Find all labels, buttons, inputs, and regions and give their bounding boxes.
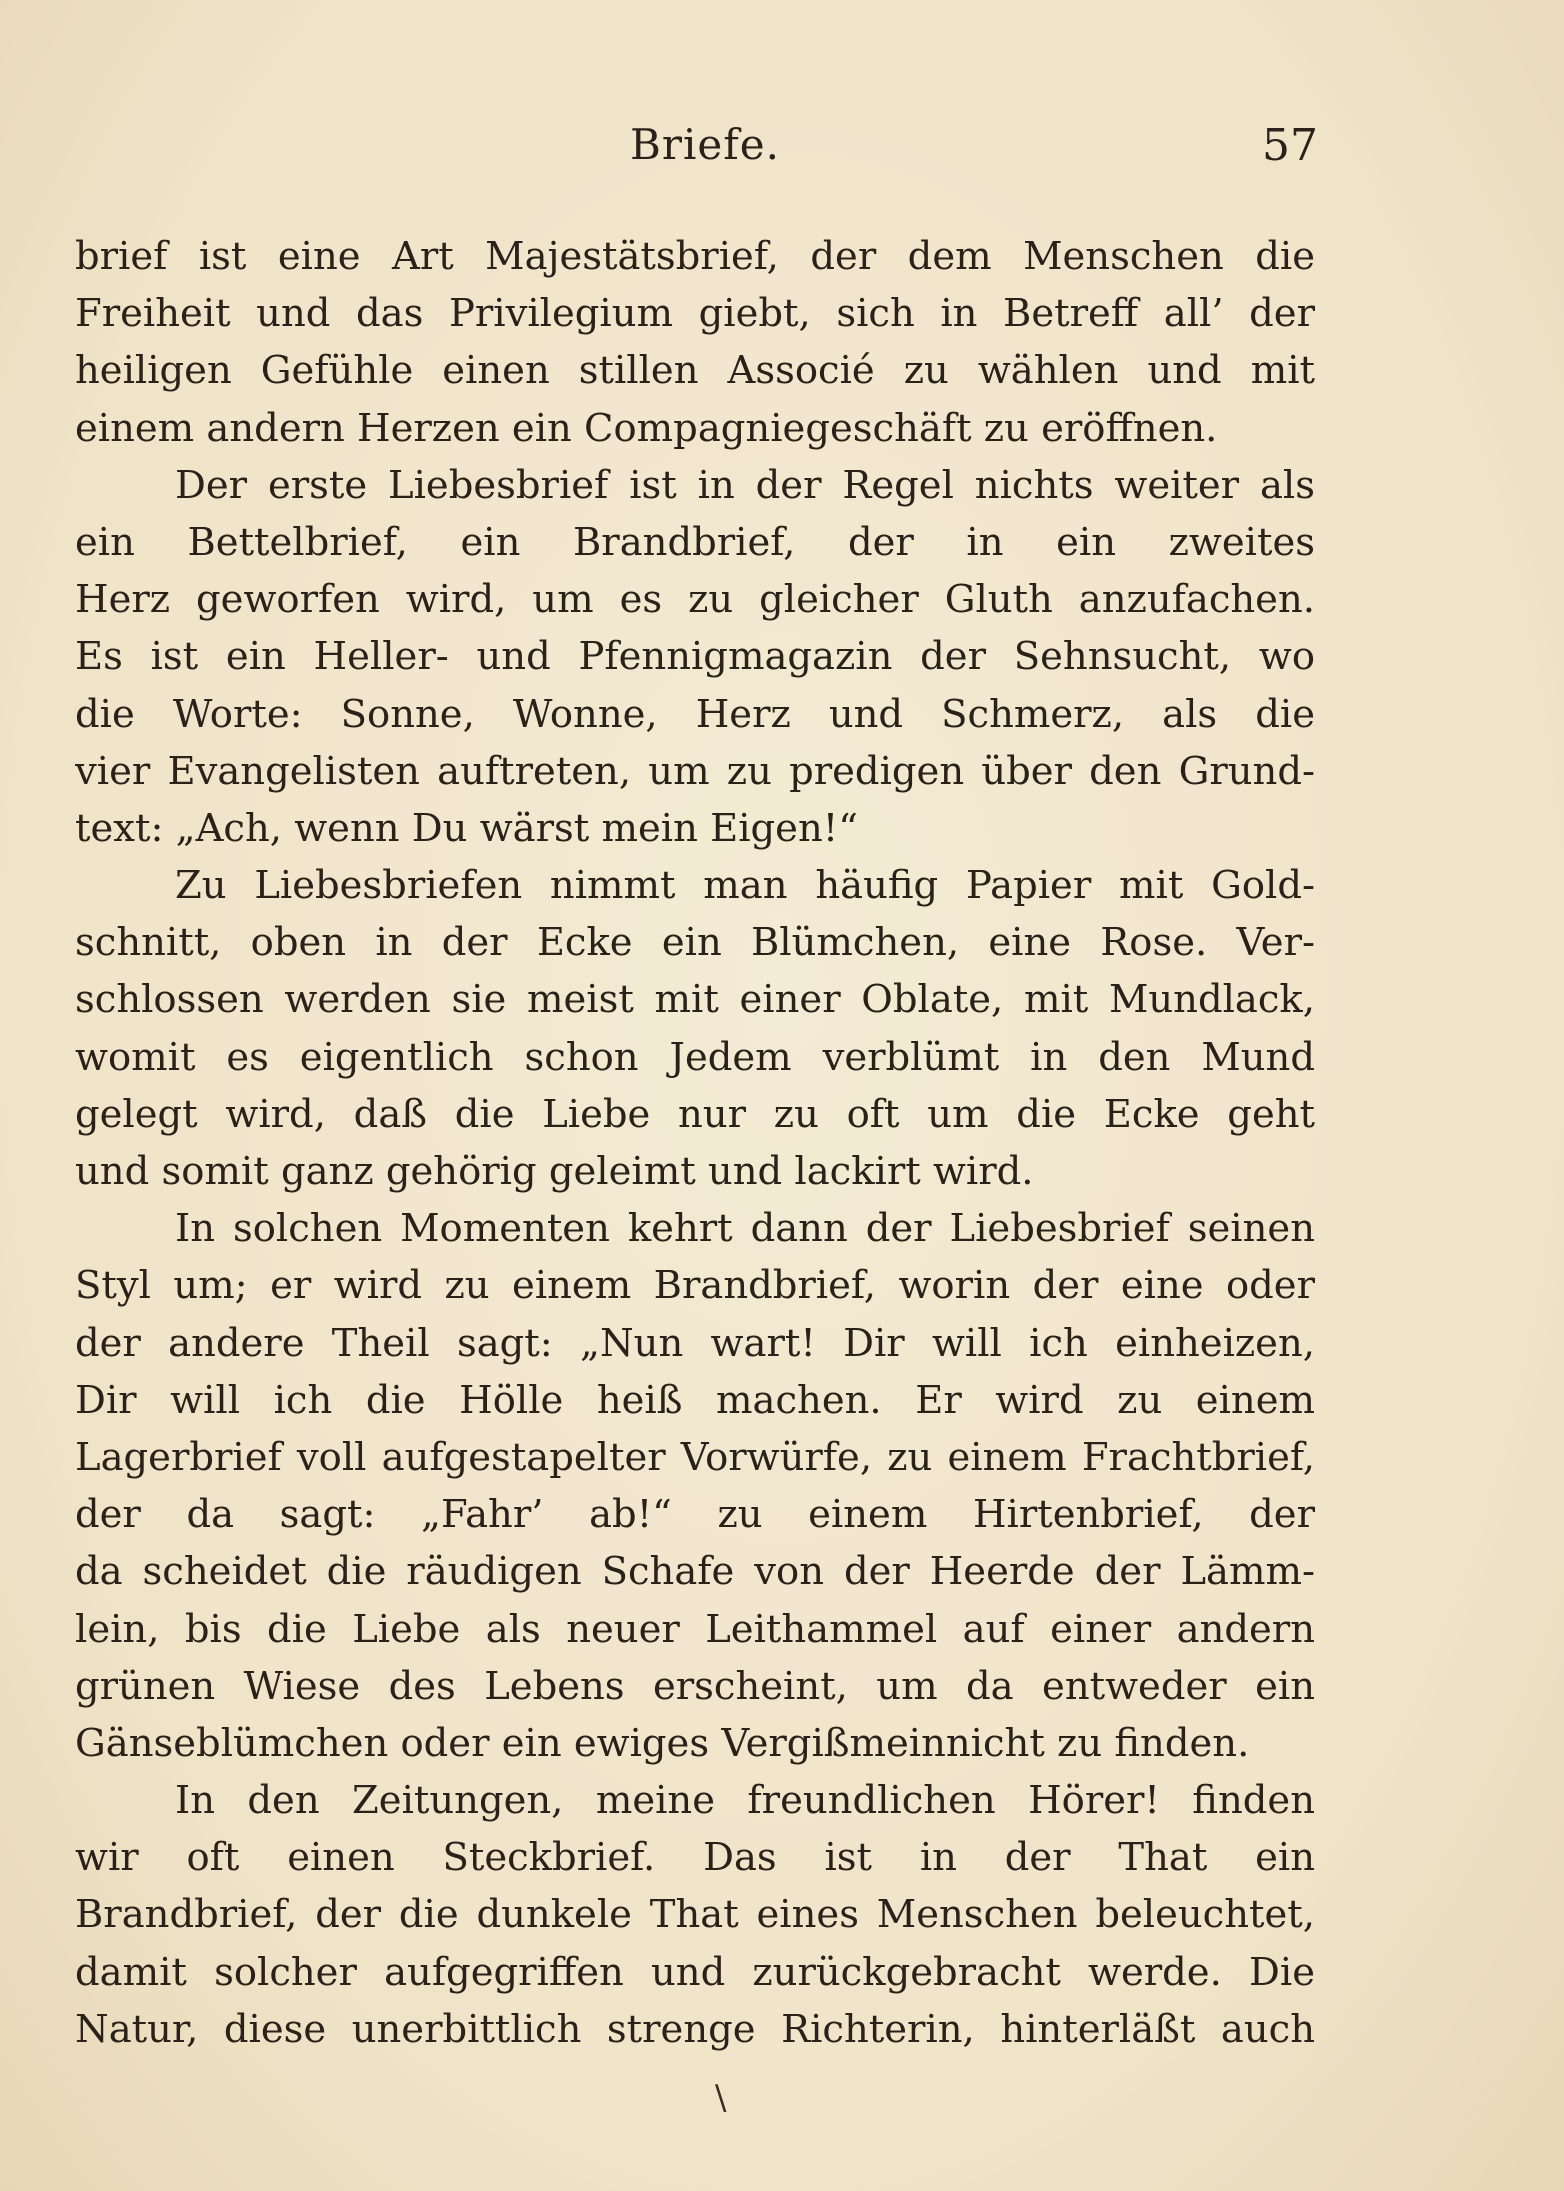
text-line: brief ist eine Art Majestätsbrief, der dem Menschen die <box>75 234 1315 279</box>
text-line: Dir will ich die Hölle heiß machen. Er wird zu einem <box>75 1377 1315 1423</box>
text-line: schnitt, oben in der Ecke ein Blümchen, eine Rose. Ver- <box>75 920 1315 966</box>
text-line: und somit ganz gehörig geleimt und lackirt wird. <box>75 1149 1034 1194</box>
text-line: In den Zeitungen, meine freundlichen Hörer! finden <box>175 1778 1315 1824</box>
text-line: heiligen Gefühle einen stillen Associé zu wählen und mit <box>75 348 1315 394</box>
text-line: Es ist ein Heller- und Pfennigmagazin der Sehnsucht, wo <box>75 634 1315 680</box>
text-line: Freiheit und das Privilegium giebt, sich in Betreff all’ der <box>75 291 1315 337</box>
text-line: Herz geworfen wird, um es zu gleicher Gluth anzufachen. <box>75 577 1315 623</box>
text-line: lein, bis die Liebe als neuer Leithammel auf einer andern <box>75 1606 1315 1652</box>
signature-mark: \ <box>715 2078 727 2118</box>
text-line: ein Bettelbrief, ein Brandbrief, der in ein zweites <box>75 519 1315 565</box>
text-line: Brandbrief, der die dunkele That eines Menschen beleuchtet, <box>75 1892 1315 1938</box>
text-line: womit es eigentlich schon Jedem verblümt in den Mund <box>75 1034 1315 1080</box>
text-line: text: „Ach, wenn Du wärst mein Eigen!“ <box>75 805 858 851</box>
text-line: In solchen Momenten kehrt dann der Liebesbrief seinen <box>175 1206 1315 1252</box>
text-line: Der erste Liebesbrief ist in der Regel nichts weiter als <box>175 462 1315 508</box>
text-line: gelegt wird, daß die Liebe nur zu oft um die Ecke geht <box>75 1091 1315 1137</box>
text-line: Styl um; er wird zu einem Brandbrief, worin der eine oder <box>75 1263 1315 1309</box>
text-line: damit solcher aufgegriffen und zurückgebracht werde. Die <box>75 1949 1315 1995</box>
text-line: der da sagt: „Fahr’ ab!“ zu einem Hirtenbrief, der <box>75 1492 1315 1538</box>
page-header <box>0 112 1564 182</box>
text-line: die Worte: Sonne, Wonne, Herz und Schmerz, als die <box>75 691 1315 737</box>
text-line: wir oft einen Steckbrief. Das ist in der That ein <box>75 1835 1315 1881</box>
text-line: Gänseblümchen oder ein ewiges Vergißmeinnicht zu finden. <box>75 1720 1250 1766</box>
text-line: grünen Wiese des Lebens erscheint, um da entweder ein <box>75 1663 1315 1709</box>
text-line: der andere Theil sagt: „Nun wart! Dir will ich einheizen, <box>75 1320 1315 1366</box>
body-text <box>75 228 1315 2058</box>
text-line: Lagerbrief voll aufgestapelter Vorwürfe, zu einem Frachtbrief, <box>75 1434 1315 1480</box>
text-line: Natur, diese unerbittlich strenge Richterin, hinterläßt auch <box>75 2006 1315 2052</box>
running-title: Briefe. <box>630 120 780 169</box>
text-line: Zu Liebesbriefen nimmt man häufig Papier mit Gold- <box>175 863 1315 909</box>
page-number: 57 <box>1262 120 1318 171</box>
text-line: da scheidet die räudigen Schafe von der Heerde der Lämm- <box>75 1549 1315 1595</box>
text-line: einem andern Herzen ein Compagniegeschäft zu eröffnen. <box>75 405 1218 451</box>
text-line: schlossen werden sie meist mit einer Oblate, mit Mundlack, <box>75 977 1315 1023</box>
text-line: vier Evangelisten auftreten, um zu predigen über den Grund- <box>75 748 1315 794</box>
